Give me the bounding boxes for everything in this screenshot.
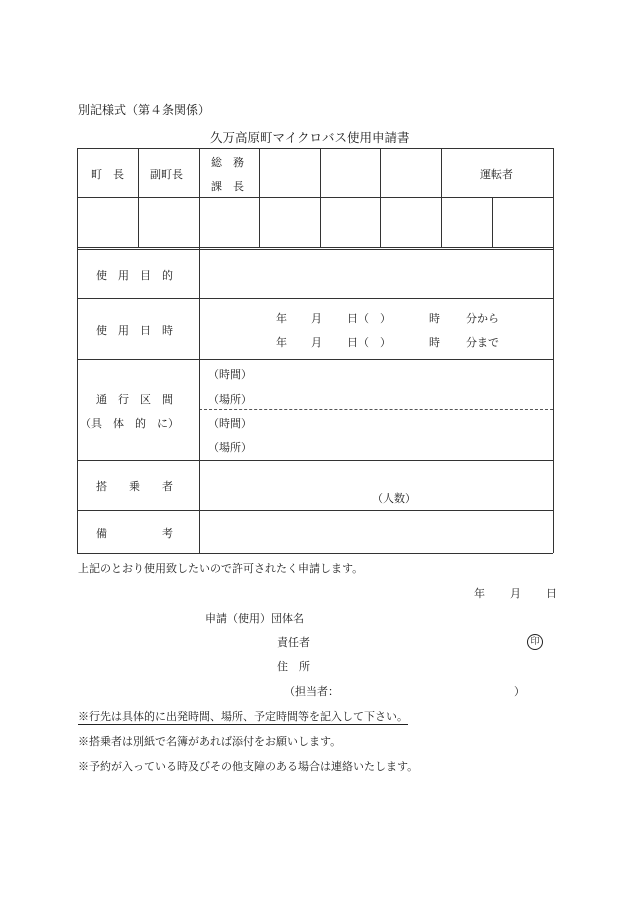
application-date-year: 年 bbox=[474, 587, 485, 600]
date-to-hour: 時 bbox=[429, 336, 440, 349]
date-to-month: 月 bbox=[311, 336, 322, 349]
affairs-label-2: 課 長 bbox=[211, 180, 244, 193]
date-from-month: 月 bbox=[311, 312, 322, 325]
responsible-label: 責任者 bbox=[277, 636, 310, 649]
affairs-label-1: 総 務 bbox=[211, 156, 244, 169]
note-passengers: ※搭乗者は別紙で名簿があれば添付をお願いします。 bbox=[78, 735, 342, 748]
appendix-label: 別記様式（第４条関係） bbox=[78, 103, 211, 117]
driver-label: 運転者 bbox=[480, 168, 513, 181]
form-title: 久万高原町マイクロバス使用申請書 bbox=[210, 130, 410, 145]
note-destination-text: ※行先は具体的に出発時間、場所、予定時間等を記入して下さい。 bbox=[78, 710, 408, 723]
route-time-1: （時間） bbox=[208, 368, 252, 381]
contact-open: （担当者： bbox=[284, 685, 339, 698]
date-to-day: 日（ ） bbox=[347, 336, 391, 349]
deputy-label: 副町長 bbox=[150, 168, 183, 181]
route-label-sub: （具 体 的 に） bbox=[80, 417, 179, 430]
route-place-2: （場所） bbox=[208, 441, 252, 454]
date-to-minute: 分まで bbox=[466, 336, 499, 349]
remarks-label: 備 考 bbox=[96, 527, 173, 540]
route-time-2: （時間） bbox=[208, 417, 252, 430]
date-label: 使 用 日 時 bbox=[96, 324, 173, 337]
address-label: 住 所 bbox=[277, 660, 310, 673]
passenger-label: 搭 乗 者 bbox=[96, 480, 173, 493]
date-from-year: 年 bbox=[276, 312, 287, 325]
passenger-count-label: （人数） bbox=[372, 492, 416, 505]
application-date-day: 日 bbox=[546, 587, 557, 600]
organization-label: 申請（使用）団体名 bbox=[205, 612, 304, 625]
application-statement: 上記のとおり使用致したいので許可されたく申請します。 bbox=[78, 562, 364, 575]
chief-label: 町 長 bbox=[91, 168, 124, 181]
date-from-day: 日（ ） bbox=[347, 312, 391, 325]
date-from-hour: 時 bbox=[429, 312, 440, 325]
route-place-1: （場所） bbox=[208, 393, 252, 406]
seal-icon: 印 bbox=[527, 634, 543, 650]
route-label: 通 行 区 間 bbox=[96, 393, 173, 406]
contact-close: ） bbox=[514, 685, 525, 698]
purpose-label: 使 用 目 的 bbox=[96, 269, 173, 282]
note-reservation: ※予約が入っている時及びその他支障のある場合は連絡いたします。 bbox=[78, 760, 419, 773]
note-destination bbox=[78, 708, 408, 724]
date-to-year: 年 bbox=[276, 336, 287, 349]
application-date-month: 月 bbox=[510, 587, 521, 600]
date-from-minute: 分から bbox=[466, 312, 499, 325]
